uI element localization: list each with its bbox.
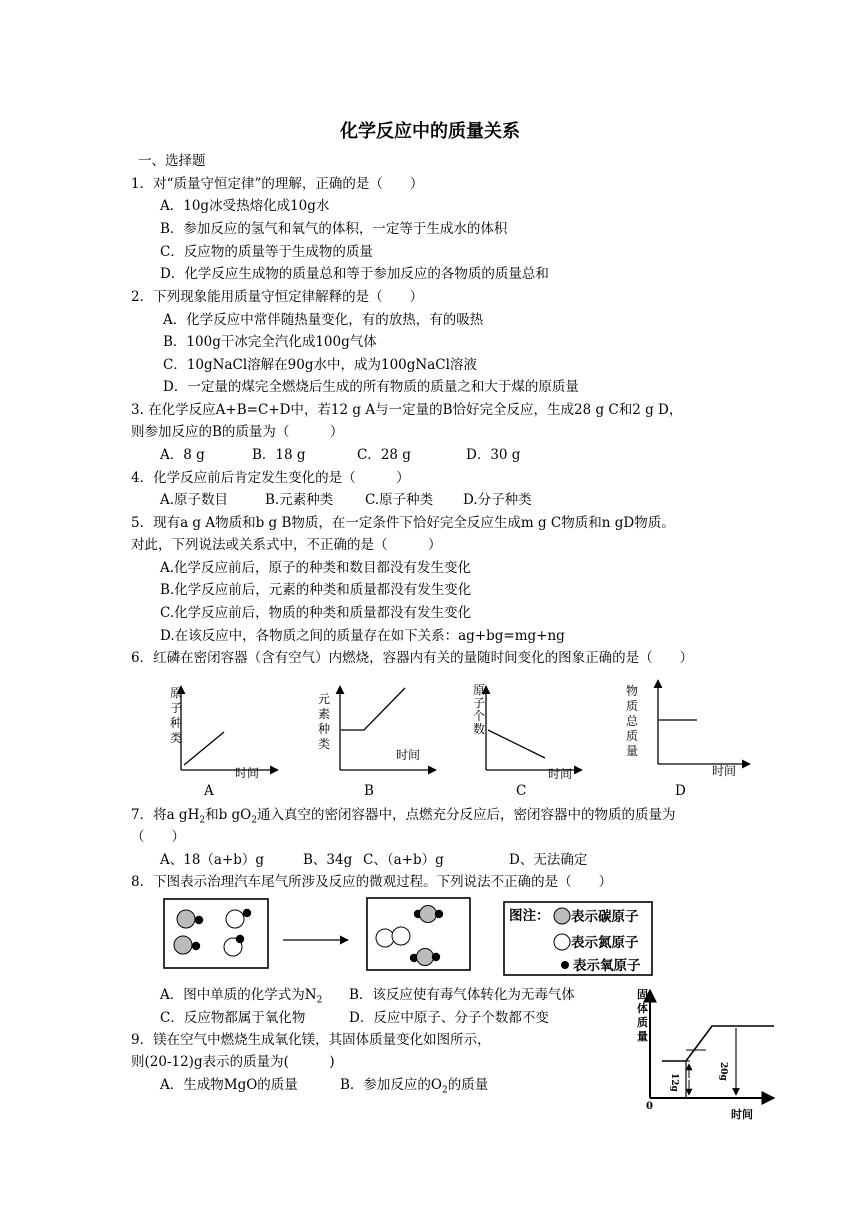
q6-graph-d-ylabel: 物质总质量 bbox=[626, 684, 639, 758]
q5-option-a: A.化学反应前后，原子的种类和数目都没有发生变化 bbox=[160, 560, 472, 576]
q6-graph-b-ylabel: 元素种类 bbox=[318, 692, 331, 751]
q6-graph-b-xlabel: 时间 bbox=[396, 748, 421, 762]
q6-graph-c-line bbox=[488, 730, 545, 758]
q8-products-box bbox=[367, 898, 470, 970]
legend-title: 图注： bbox=[509, 908, 550, 924]
q6-graph-a-xlabel: 时间 bbox=[235, 766, 260, 780]
q7-option-c: C、（a+b）g bbox=[363, 852, 444, 868]
q8-option-d: D．反应中原子、分子个数都不变 bbox=[349, 1010, 549, 1026]
q3-stem-line1: 3. 在化学反应A+B=C+D中，若12 g A与一定量的B恰好完全反应，生成28 g C和2 g D， bbox=[131, 402, 683, 418]
q8-stem: 8．下图表示治理汽车尾气所涉及反应的微观过程。下列说法不正确的是（ ） bbox=[131, 874, 613, 890]
q8-option-a: A．图中单质的化学式为$N_2$ bbox=[160, 987, 323, 1006]
q7-stem-line2: （ ） bbox=[131, 829, 185, 845]
q6-graph-d-xlabel: 时间 bbox=[712, 764, 737, 778]
section-heading: 一、选择题 bbox=[138, 153, 206, 169]
q1-option-d: D．化学反应生成物的质量总和等于参加反应的各物质的质量总和 bbox=[160, 266, 549, 282]
q7-option-d: D、无法确定 bbox=[509, 852, 588, 868]
page-title: 化学反应中的质量关系 bbox=[340, 121, 520, 142]
q5-stem-line1: 5．现有a g A物质和b g B物质，在一定条件下恰好完全反应生成m g C物质和n gD物质。 bbox=[131, 515, 675, 531]
q6-graph-d-label: D bbox=[675, 783, 686, 799]
q9-graph-xlabel: 时间 bbox=[731, 1108, 753, 1121]
q1-option-a: A．10g冰受热熔化成10g水 bbox=[160, 198, 330, 214]
q9-option-b: B．参加反应的$O_2$的质量 bbox=[340, 1077, 489, 1096]
q2-option-b: B．100g干冰完全汽化成100g气体 bbox=[163, 334, 377, 350]
q7-stem-line1: 7．将a $gH_2$和b $gO_2$通入真空的密闭容器中，点燃充分反应后，密闭容器中的物质的质量为 bbox=[131, 807, 676, 826]
q3-option-b: B．18 g bbox=[252, 447, 306, 463]
q5-option-b: B.化学反应前后，元素的种类和质量都没有发生变化 bbox=[160, 582, 472, 598]
q5-option-c: C.化学反应前后，物质的种类和质量都没有发生变化 bbox=[160, 605, 472, 621]
q3-stem-line2: 则参加反应的B的质量为（ ） bbox=[131, 424, 344, 440]
nitrogen-atom-icon bbox=[554, 934, 570, 950]
q5-stem-line2: 对此，下列说法或关系式中，不正确的是（ ） bbox=[131, 537, 442, 553]
q7-option-b: B、34g bbox=[303, 852, 353, 868]
q2-option-a: A．化学反应中常伴随热量变化，有的放热，有的吸热 bbox=[163, 312, 484, 328]
q3-option-a: A．8 g bbox=[160, 447, 205, 463]
q9-graph-ylabel: 固体质量 bbox=[637, 988, 648, 1043]
q8-option-c: C．反应物都属于氧化物 bbox=[160, 1010, 306, 1026]
q7-option-a: A、18（a+b）g bbox=[160, 852, 265, 868]
q6-graph-c-xlabel: 时间 bbox=[548, 767, 573, 781]
legend-carbon: 表示碳原子 bbox=[571, 909, 639, 925]
q9-graph-line bbox=[662, 1026, 774, 1061]
q9-stem-line1: 9．镁在空气中燃烧生成氧化镁，其固体质量变化如图所示， bbox=[131, 1032, 491, 1048]
q8-reactants-box bbox=[164, 899, 268, 968]
q9-graph-origin: 0 bbox=[646, 1101, 653, 1112]
q9-stem-line2: 则(20-12)g表示的质量为( ) bbox=[131, 1054, 335, 1070]
q6-graph-a-line bbox=[184, 732, 224, 765]
q4-option-b: B.元素种类 bbox=[265, 492, 334, 508]
q1-stem: 1．对“质量守恒定律”的理解，正确的是（ ） bbox=[131, 176, 424, 192]
q1-option-b: B．参加反应的氢气和氧气的体积，一定等于生成水的体积 bbox=[160, 221, 508, 237]
q6-graph-c-label: C bbox=[516, 783, 527, 799]
q5-option-d: D.在该反应中，各物质之间的质量存在如下关系：ag+bg=mg+ng bbox=[160, 628, 565, 644]
carbon-atom-icon bbox=[554, 908, 570, 924]
legend-nitrogen: 表示氮原子 bbox=[571, 935, 639, 951]
q6-graph-c-ylabel: 原子个数 bbox=[473, 683, 486, 736]
q6-graph-b-label: B bbox=[364, 783, 374, 799]
q6-graph-a-ylabel: 原子种类 bbox=[170, 686, 183, 745]
q6-graph-a-label: A bbox=[204, 783, 214, 799]
q9-graph-high-label: 20g bbox=[718, 1062, 728, 1081]
q6-graph-b-line bbox=[341, 688, 405, 730]
q2-option-d: D．一定量的煤完全燃烧后生成的所有物质的质量之和大于煤的原质量 bbox=[163, 379, 579, 395]
q4-option-c: C.原子种类 bbox=[365, 492, 434, 508]
q4-stem: 4．化学反应前后肯定发生变化的是（ ） bbox=[131, 470, 410, 486]
q6-graph-d bbox=[658, 680, 750, 764]
q2-stem: 2．下列现象能用质量守恒定律解释的是（ ） bbox=[131, 289, 424, 305]
q3-option-c: C．28 g bbox=[357, 447, 411, 463]
q6-graph-c bbox=[486, 686, 582, 770]
q6-graph-b bbox=[340, 686, 436, 770]
q8-option-b: B．该反应使有毒气体转化为无毒气体 bbox=[349, 987, 575, 1003]
oxygen-atom-icon bbox=[561, 961, 569, 969]
q4-option-a: A.原子数目 bbox=[160, 492, 229, 508]
q2-option-c: C．10gNaCl溶解在90g水中，成为100gNaCl溶液 bbox=[163, 357, 477, 373]
q8-legend-box bbox=[504, 902, 652, 975]
q9-option-a: A．生成物MgO的质量 bbox=[160, 1077, 298, 1093]
q1-option-c: C．反应物的质量等于生成物的质量 bbox=[160, 244, 373, 260]
q6-graph-a bbox=[181, 686, 278, 770]
q4-option-d: D.分子种类 bbox=[463, 492, 532, 508]
q6-stem: 6．红磷在密闭容器（含有空气）内燃烧，容器内有关的量随时间变化的图象正确的是（ ） bbox=[131, 650, 694, 666]
legend-oxygen: 表示氧原子 bbox=[573, 958, 641, 974]
q9-graph-low-label: 12g bbox=[669, 1073, 679, 1092]
q3-option-d: D．30 g bbox=[466, 447, 521, 463]
